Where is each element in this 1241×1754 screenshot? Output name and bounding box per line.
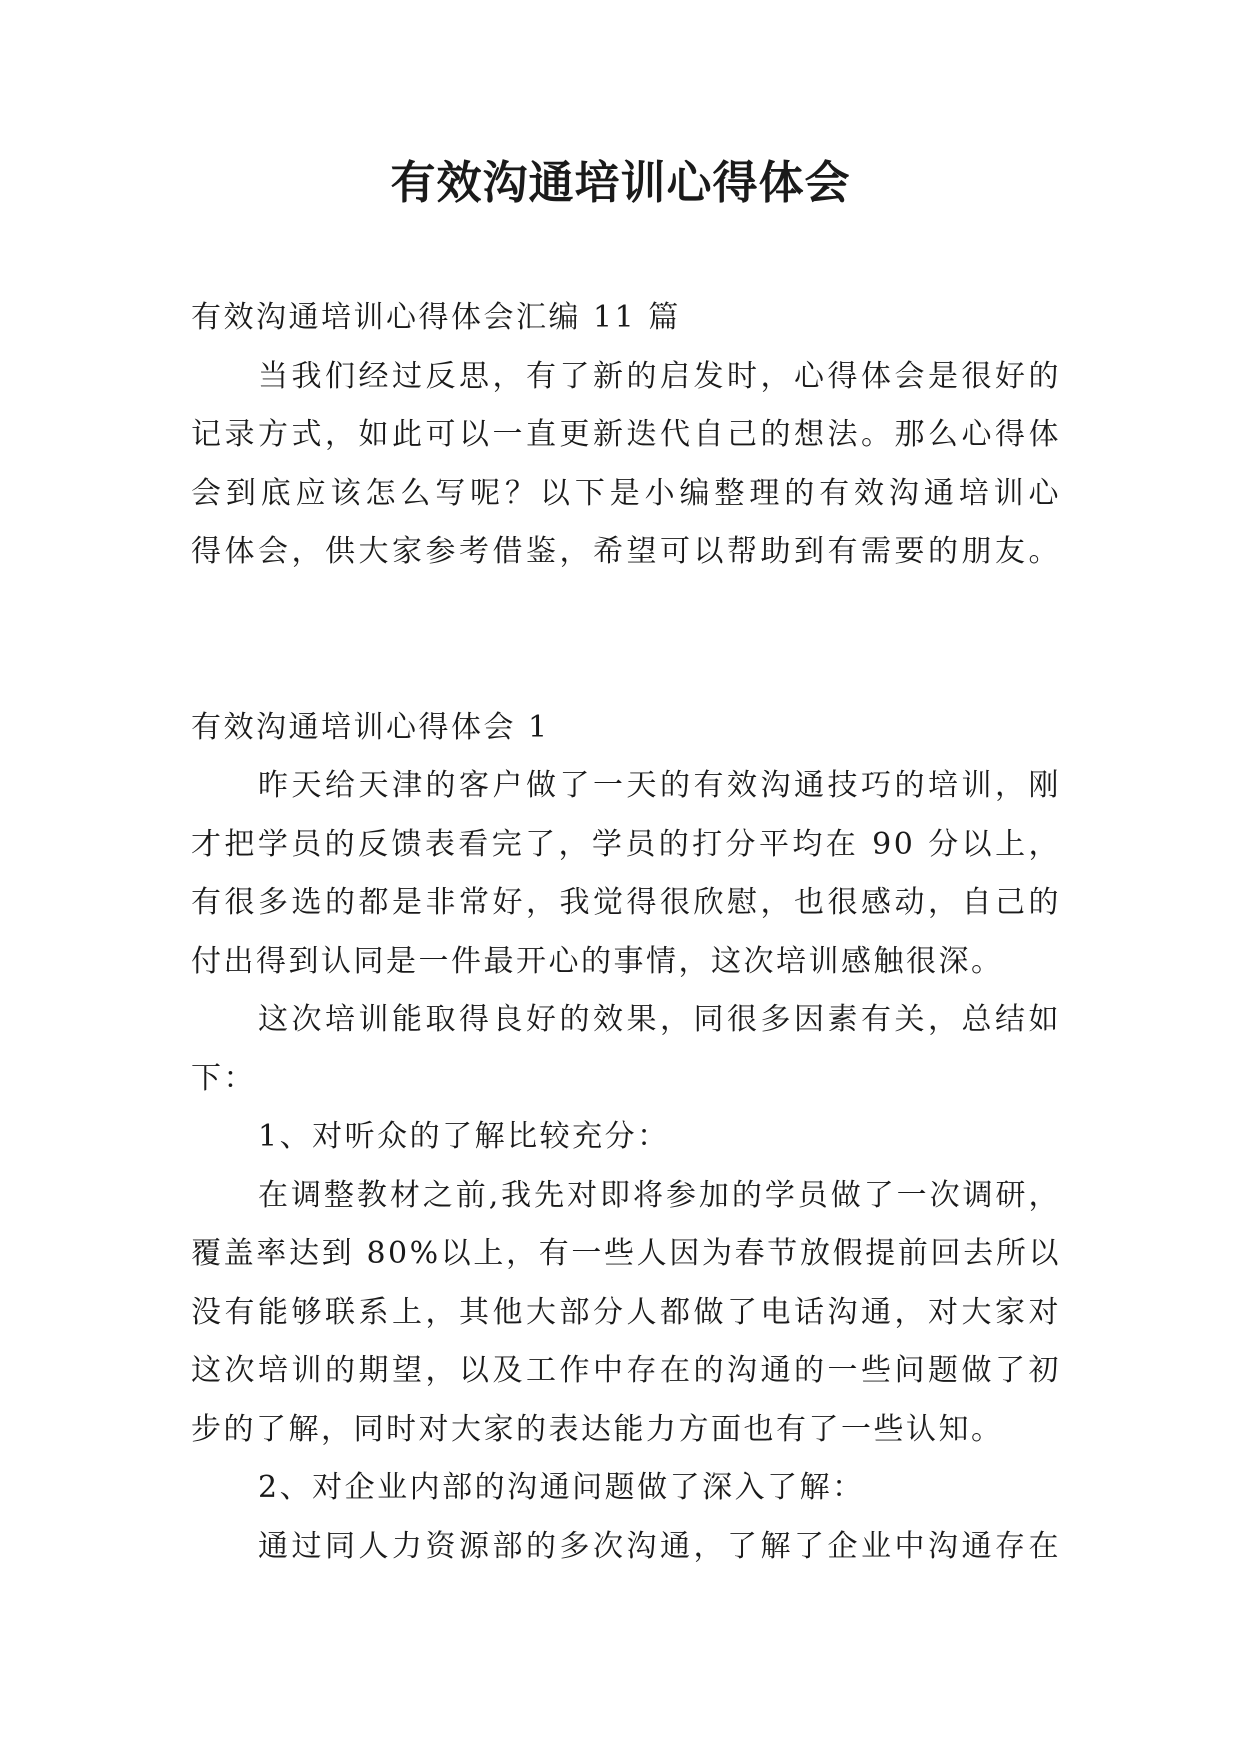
paragraph-line: 这次培训的期望，以及工作中存在的沟通的一些问题做了初 xyxy=(191,1353,1061,1388)
list-item-heading xyxy=(191,1108,1061,1167)
paragraph xyxy=(191,757,1061,991)
paragraph-line: 下： xyxy=(191,1060,256,1096)
paragraph-line: 1、对听众的了解比较充分： xyxy=(258,1119,670,1154)
document-body xyxy=(191,289,1061,1576)
paragraph-line: 昨天给天津的客户做了一天的有效沟通技巧的培训，刚 xyxy=(258,768,1061,803)
paragraph xyxy=(191,1518,1061,1577)
paragraph-line: 当我们经过反思，有了新的启发时，心得体会是很好的 xyxy=(258,358,1061,394)
paragraph xyxy=(191,991,1061,1108)
paragraph-line: 付出得到认同是一件最开心的事情，这次培训感触很深。 xyxy=(191,943,1004,979)
paragraph-line: 没有能够联系上，其他大部分人都做了电话沟通，对大家对 xyxy=(191,1294,1061,1330)
section-heading: 有效沟通培训心得体会 1 xyxy=(191,709,550,745)
section-1 xyxy=(191,699,1061,1577)
intro-paragraph xyxy=(191,348,1061,582)
paragraph xyxy=(191,1167,1061,1460)
paragraph-line: 覆盖率达到 80%以上，有一些人因为春节放假提前回去所以 xyxy=(191,1236,1061,1271)
paragraph-line: 得体会，供大家参考借鉴，希望可以帮助到有需要的朋友。 xyxy=(191,534,1061,569)
paragraph-line: 这次培训能取得良好的效果，同很多因素有关，总结如 xyxy=(258,1002,1061,1037)
paragraph-line: 在调整教材之前,我先对即将参加的学员做了一次调研， xyxy=(258,1177,1061,1213)
paragraph-line: 通过同人力资源部的多次沟通，了解了企业中沟通存在 xyxy=(258,1528,1061,1564)
paragraph-line: 记录方式，如此可以一直更新迭代自己的想法。那么心得体 xyxy=(191,417,1061,452)
paragraph-line: 2、对企业内部的沟通问题做了深入了解： xyxy=(258,1470,865,1505)
document-title: 有效沟通培训心得体会 xyxy=(390,156,851,209)
paragraph-line: 有很多选的都是非常好，我觉得很欣慰，也很感动，自己的 xyxy=(191,885,1061,920)
paragraph-line: 会到底应该怎么写呢？以下是小编整理的有效沟通培训心 xyxy=(191,475,1061,511)
list-item-heading xyxy=(191,1459,1061,1518)
document-subtitle: 有效沟通培训心得体会汇编 11 篇 xyxy=(191,300,681,335)
paragraph-line: 步的了解，同时对大家的表达能力方面也有了一些认知。 xyxy=(191,1411,1004,1447)
paragraph-line: 才把学员的反馈表看完了，学员的打分平均在 90 分以上， xyxy=(191,826,1061,862)
